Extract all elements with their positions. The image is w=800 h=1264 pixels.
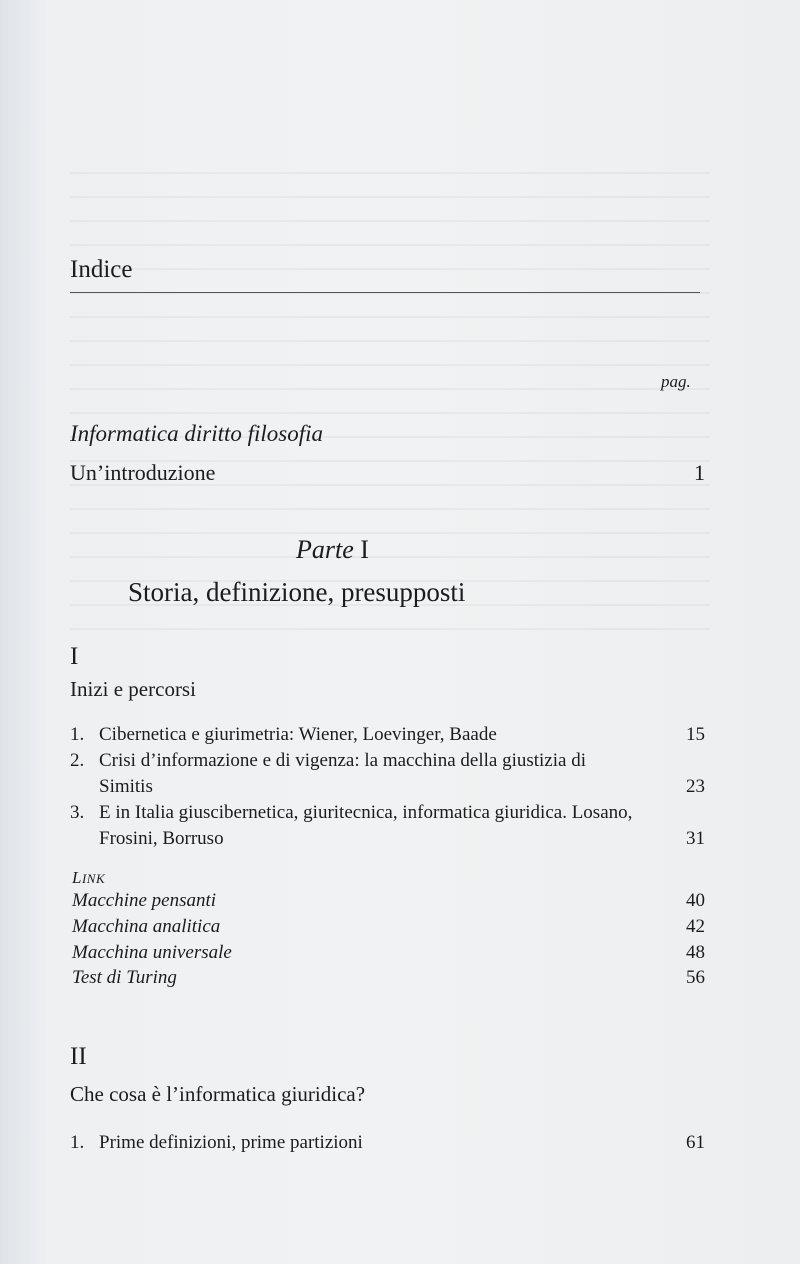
link-entry-2[interactable]: [72, 916, 705, 938]
page-column-label: pag.: [661, 372, 691, 391]
chapter-1-number: I: [70, 643, 79, 670]
link-text: Macchina analitica: [72, 916, 221, 937]
entry-page: 23: [686, 776, 705, 797]
intro-row[interactable]: [70, 460, 705, 486]
entry-text: Cibernetica e giurimetria: Wiener, Loevinger, Baade: [99, 724, 497, 745]
part-roman: I: [360, 535, 369, 564]
intro-page: 1: [694, 460, 705, 485]
part-label: Parte: [296, 535, 354, 564]
title-rule: [70, 292, 700, 293]
bleed-through-texture: [70, 150, 710, 650]
chapter-1-title: Inizi e percorsi: [70, 677, 196, 701]
link-label-initial: L: [72, 868, 82, 887]
toc-entry-1-3[interactable]: [70, 800, 705, 852]
link-label-rest: INK: [81, 871, 106, 886]
part-title: Storia, definizione, presupposti: [128, 577, 466, 607]
entry-page: 31: [686, 828, 705, 849]
toc-entry-2-1[interactable]: [70, 1130, 705, 1156]
chapter-2-number: II: [70, 1043, 87, 1070]
link-text: Macchina universale: [72, 942, 232, 963]
part-heading: [296, 535, 369, 565]
entry-text: E in Italia giuscibernetica, giuritecnica, informatica giuridica. Losano, Frosini, Borruso: [99, 802, 633, 849]
entry-text: Crisi d’informazione e di vigenza: la macchina della giustizia di Simitis: [99, 750, 586, 797]
entry-page: 15: [686, 724, 705, 745]
chapter-2-title: Che cosa è l’informatica giuridica?: [70, 1082, 366, 1106]
intro-title: Informatica diritto filosofia: [70, 421, 324, 446]
link-entry-4[interactable]: [72, 967, 705, 989]
link-page: 56: [686, 967, 705, 988]
link-page: 40: [686, 890, 705, 911]
link-entry-3[interactable]: [72, 942, 705, 964]
link-text: Test di Turing: [72, 967, 177, 988]
page-title: Indice: [70, 256, 133, 283]
entry-number: 1.: [70, 1132, 85, 1153]
entry-number: 3.: [70, 802, 85, 823]
intro-subtitle: Un’introduzione: [70, 460, 216, 485]
entry-number: 2.: [70, 750, 85, 771]
entry-text: Prime definizioni, prime partizioni: [99, 1132, 363, 1153]
link-page: 48: [686, 942, 705, 963]
toc-entry-1-1[interactable]: [70, 722, 705, 748]
entry-page: 61: [686, 1132, 705, 1153]
link-section-label: [72, 868, 105, 888]
link-text: Macchine pensanti: [72, 890, 217, 911]
toc-entry-1-2[interactable]: [70, 748, 705, 800]
link-page: 42: [686, 916, 705, 937]
entry-number: 1.: [70, 724, 85, 745]
link-entry-1[interactable]: [72, 890, 705, 912]
